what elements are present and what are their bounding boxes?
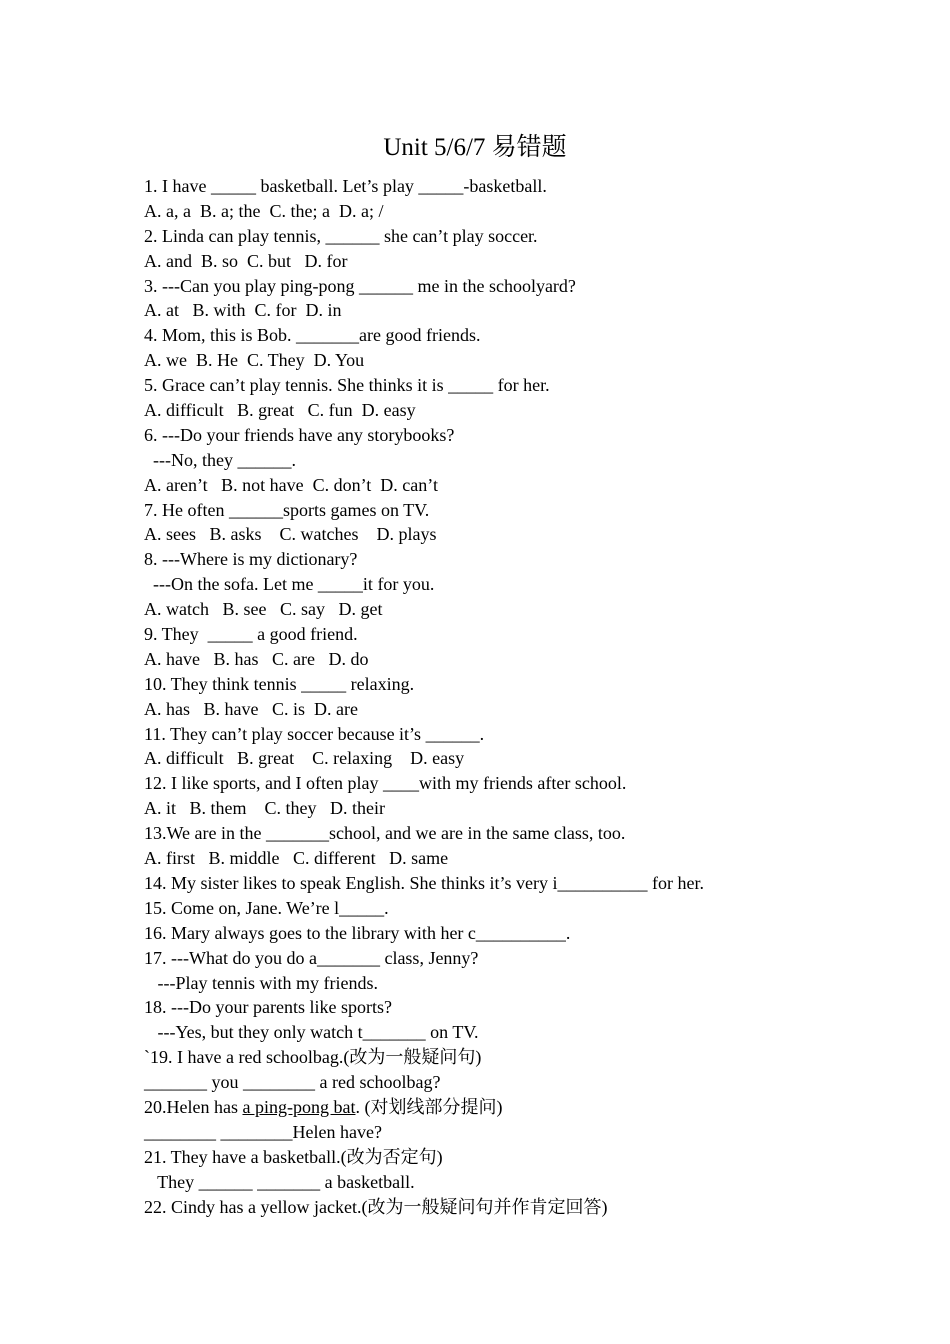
- question-line: A. difficult B. great C. fun D. easy: [144, 400, 416, 421]
- question-line: A. first B. middle C. different D. same: [144, 848, 449, 869]
- question-line: 4. Mom, this is Bob. _______are good friends.: [144, 325, 481, 346]
- question-line: 17. ---What do you do a_______ class, Jenny?: [144, 947, 479, 968]
- question-line: A. it B. them C. they D. their: [144, 798, 385, 819]
- question-line-20: [144, 1095, 904, 1120]
- question-line: A. has B. have C. is D. are: [144, 698, 358, 719]
- question-line: 10. They think tennis _____ relaxing.: [144, 673, 415, 694]
- question-line: ---Play tennis with my friends.: [144, 972, 378, 993]
- question-line: _______ you ________ a red schoolbag?: [144, 1072, 441, 1093]
- question-line: 13.We are in the _______school, and we are in the same class, too.: [144, 823, 626, 844]
- question-line: ---On the sofa. Let me _____it for you.: [144, 574, 435, 595]
- question-line: A. aren’t B. not have C. don’t D. can’t: [144, 474, 438, 495]
- question-line: A. difficult B. great C. relaxing D. easy: [144, 748, 465, 769]
- question-line: A. have B. has C. are D. do: [144, 648, 369, 669]
- question-line: ---No, they ______.: [144, 449, 296, 470]
- question-line: A. watch B. see C. say D. get: [144, 599, 383, 620]
- question-line: ________ ________Helen have?: [144, 1121, 382, 1142]
- question-line: 15. Come on, Jane. We’re l_____.: [144, 897, 389, 918]
- question-line: 2. Linda can play tennis, ______ she can’t play soccer.: [144, 225, 538, 246]
- question-line: `19. I have a red schoolbag.(改为一般疑问句): [144, 1047, 482, 1068]
- question-line: 21. They have a basketball.(改为否定句): [144, 1146, 443, 1167]
- q20-suffix: . (对划线部分提问): [355, 1096, 503, 1117]
- question-line: 22. Cindy has a yellow jacket.(改为一般疑问句并作肯定回答): [144, 1196, 608, 1217]
- question-line: A. we B. He C. They D. You: [144, 350, 365, 371]
- question-line: 5. Grace can’t play tennis. She thinks it is _____ for her.: [144, 375, 550, 396]
- page-title: Unit 5/6/7 易错题: [383, 134, 567, 161]
- question-line: A. a, a B. a; the C. the; a D. a; /: [144, 200, 384, 221]
- question-line: 12. I like sports, and I often play ____with my friends after school.: [144, 773, 627, 794]
- question-line: 11. They can’t play soccer because it’s ______.: [144, 723, 485, 744]
- question-line: 3. ---Can you play ping-pong ______ me in the schoolyard?: [144, 275, 576, 296]
- question-line: 18. ---Do your parents like sports?: [144, 997, 392, 1018]
- question-line: 1. I have _____ basketball. Let’s play _____-basketball.: [144, 176, 547, 196]
- q20-prefix: 20.Helen has: [144, 1096, 243, 1117]
- question-list: [144, 174, 904, 1219]
- question-line: 9. They _____ a good friend.: [144, 624, 358, 645]
- question-line: A. at B. with C. for D. in: [144, 300, 342, 321]
- question-line: They ______ _______ a basketball.: [144, 1171, 415, 1192]
- q20-underlined-phrase: a ping-pong bat: [242, 1096, 356, 1117]
- question-line: 8. ---Where is my dictionary?: [144, 549, 358, 570]
- question-line: A. and B. so C. but D. for: [144, 250, 348, 271]
- question-line: 14. My sister likes to speak English. She thinks it’s very i__________ for her.: [144, 872, 704, 893]
- question-line: ---Yes, but they only watch t_______ on TV.: [144, 1022, 479, 1043]
- question-line: 6. ---Do your friends have any storybooks?: [144, 424, 455, 445]
- question-line: A. sees B. asks C. watches D. plays: [144, 524, 437, 545]
- question-line: 16. Mary always goes to the library with her c__________.: [144, 922, 571, 943]
- question-line: 7. He often ______sports games on TV.: [144, 499, 430, 520]
